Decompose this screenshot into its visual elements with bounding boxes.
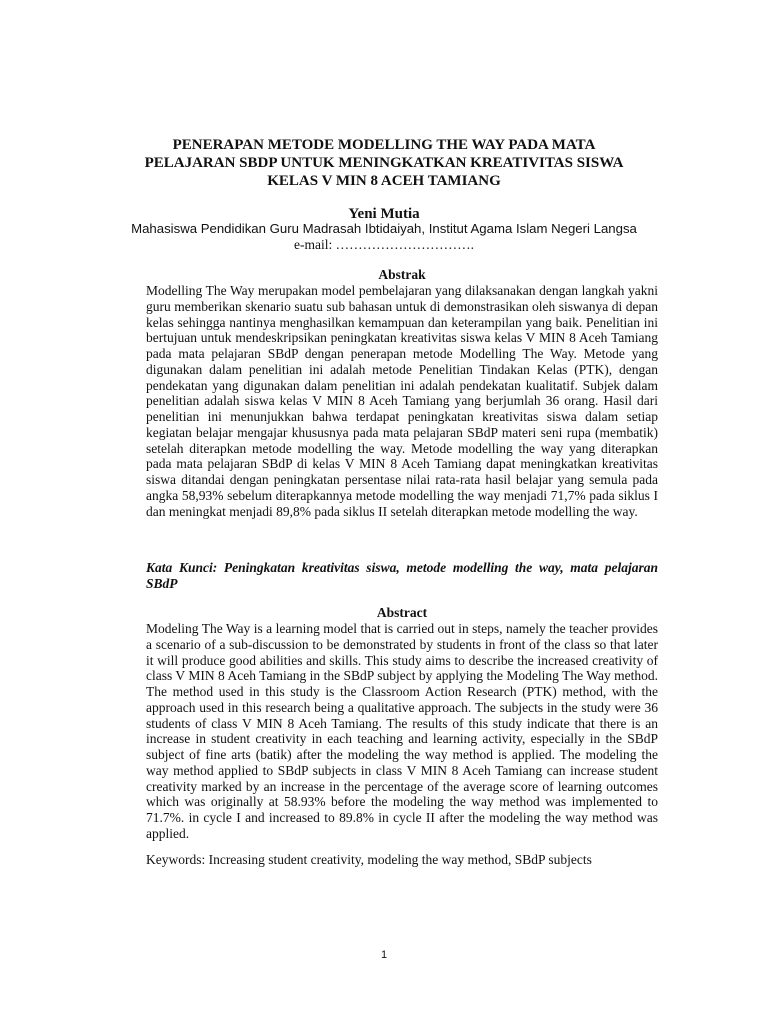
author-affiliation: Mahasiswa Pendidikan Guru Madrasah Ibtidaiyah, Institut Agama Islam Negeri Langsa [131, 221, 637, 236]
keywords: Keywords: Increasing student creativity, modeling the way method, SBdP subjects [146, 852, 592, 867]
page-number: 1 [380, 949, 388, 961]
author-name: Yeni Mutia [348, 206, 420, 222]
paper-title: PENERAPAN METODE MODELLING THE WAY PADA MATA PELAJARAN SBDP UNTUK MENINGKATKAN KREATIVITAS SISWA KELAS V MIN 8 ACEH TAMIANG [144, 137, 624, 189]
abstrak-body: Modelling The Way merupakan model pembelajaran yang dilaksanakan dengan langkah yakni guru memberikan skenario suatu sub bahasan untuk di demonstrasikan oleh siswanya di depan kelas sehingga nantinya menghasilkan kemampuan dan keterampilan yang baik. Penelitian ini bertujuan untuk mendeskripsikan peningkatan kreativitas siswa kelas V MIN 8 Aceh Tamiang pada mata pelajaran SBdP dengan penerapan metode Modelling The Way. Metode yang digunakan dalam penelitian ini adalah metode Penelitian Tindakan Kelas (PTK), dengan pendekatan yang digunakan dalam penelitian ini adalah pendekatan kualitatif. Subjek dalam penelitian adalah siswa kelas V MIN 8 Aceh Tamiang yang berjumlah 36 orang. Hasil dari penelitian ini menunjukkan bahwa terdapat peningkatan kreativitas siswa dalam setiap kegiatan belajar mengajar khususnya pada mata pelajaran SBdP materi seni rupa (membatik) setelah diterapkan metode modelling the way. Metode modelling the way yang diterapkan pada mata pelajaran SBdP di kelas V MIN 8 Aceh Tamiang dapat meningkatkan kreativitas siswa ditandai dengan peningkatan persentase nilai rata-rata hasil belajar yang semula pada angka 58,93% sebelum diterapkannya metode modelling the way menjadi 71,7% pada siklus I dan meningkat menjadi 89,8% pada siklus II setelah diterapkan metode modelling the way. [146, 283, 658, 519]
abstract-body: Modeling The Way is a learning model that is carried out in steps, namely the teacher provides a scenario of a sub-discussion to be demonstrated by students in front of the class so that later it will produce good abilities and skills. This study aims to describe the increased creativity of class V MIN 8 Aceh Tamiang in the SBdP subject by applying the Modeling The Way method. The method used in this study is the Classroom Action Research (PTK) method, with the approach used in this research being a qualitative approach. The subjects in the study were 36 students of class V MIN 8 Aceh Tamiang. The results of this study indicate that there is an increase in student creativity in each teaching and learning activity, especially in the SBdP subject of fine arts (batik) after the modeling the way method is applied. The modeling the way method applied to SBdP subjects in class V MIN 8 Aceh Tamiang can increase student creativity marked by an increase in the percentage of the average score of learning outcomes which was originally at 58.93% before the modeling the way method was implemented to 71.7%. in cycle I and increased to 89.8% in cycle II after the modeling the way method was applied. [146, 621, 658, 841]
abstrak-heading: Abstrak [378, 267, 426, 282]
author-email: e-mail: …………………………. [294, 237, 474, 252]
kata-kunci: Kata Kunci: Peningkatan kreativitas siswa, metode modelling the way, mata pelajaran SBdP [146, 560, 658, 591]
abstract-heading: Abstract [376, 605, 428, 620]
